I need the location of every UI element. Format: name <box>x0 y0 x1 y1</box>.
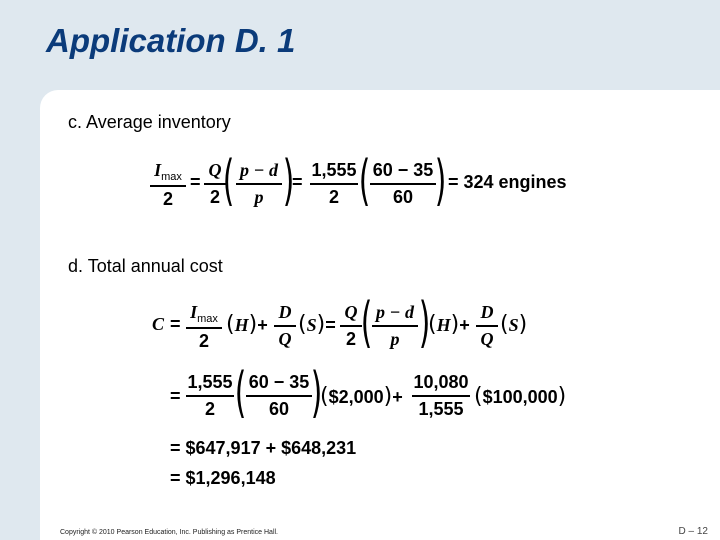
p-minus-d-over-p: p − d p <box>372 302 418 350</box>
q-value-fraction: 1,555 2 <box>311 160 357 207</box>
left-paren: ( <box>360 291 373 354</box>
s-term: (S)= <box>298 312 336 337</box>
q-over-2: Q 2 <box>204 160 226 208</box>
imax-over-2: $I_{max}$ 2 <box>186 302 222 352</box>
copyright-text: Copyright © 2010 Pearson Education, Inc. Publishing as Prentice Hall. <box>60 529 279 536</box>
right-paren: ) <box>310 361 323 424</box>
left-paren: ( <box>234 361 247 424</box>
d-over-q: D Q <box>274 302 296 350</box>
q-over-2: Q 2 <box>340 302 362 350</box>
imax-over-2: $I_{max}$ 2 <box>150 160 186 210</box>
q-value-fraction: 1,555 2 <box>187 372 233 419</box>
average-inventory-result: = 324 engines <box>448 172 567 192</box>
right-paren: ) <box>418 291 431 354</box>
s-term: (S) <box>500 312 528 337</box>
h-term: (H)+ <box>428 312 470 337</box>
setup-cost-value: ($100,000) <box>474 384 567 409</box>
part-d-label: d. Total annual cost <box>68 256 223 276</box>
right-paren: ) <box>282 149 295 212</box>
equals-sign: = <box>190 172 201 192</box>
total-cost-result: = $1,296,148 <box>170 468 276 488</box>
part-c-label: c. Average inventory <box>68 112 231 132</box>
page-number: D – 12 <box>678 526 708 537</box>
left-paren: ( <box>358 149 371 212</box>
d-over-q: D Q <box>476 302 498 350</box>
right-paren: ) <box>434 149 447 212</box>
slide-title: Application D. 1 <box>46 22 296 59</box>
h-term: (H)+ <box>226 312 268 337</box>
p-minus-d-over-p: p − d p <box>236 160 282 208</box>
cost-sum-line: = $647,917 + $648,231 <box>170 438 357 458</box>
equals-sign: = <box>292 172 303 192</box>
equals-sign: = <box>170 386 181 406</box>
holding-cost-value: ($2,000)+ <box>320 384 403 409</box>
c-variable: C <box>152 314 165 334</box>
left-paren: ( <box>222 149 235 212</box>
ratio-fraction: 60 − 35 60 <box>246 372 312 420</box>
ratio-fraction: 60 − 35 60 <box>370 160 436 208</box>
demand-over-q-fraction: 10,080 1,555 <box>413 372 469 419</box>
equals-sign: = <box>170 314 181 334</box>
